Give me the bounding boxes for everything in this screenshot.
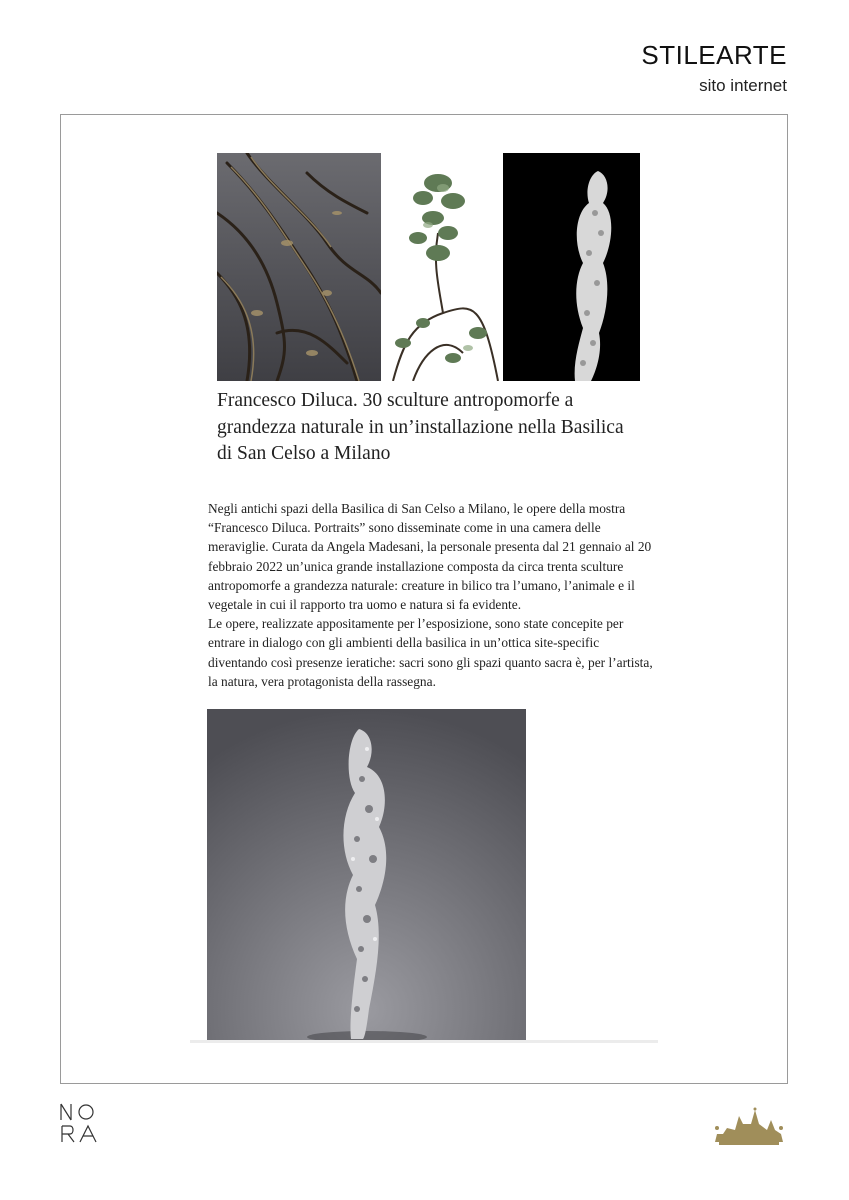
- header-title: STILEARTE: [641, 40, 787, 70]
- article-body: Negli antichi spazi della Basilica di San Celso a Milano, le opere della mostra “Francesco Diluca. Portraits” sono disseminate come in una camera delle meraviglie. Curata da Angela Madesani, la personale presenta dal 21 gennaio al 20 febbraio 2022 un’unica grande installazione composta da circa trenta sculture antropomorfe a grandezza naturale: creature in bilico tra l’umano, l’animale e il vegetale in cui il rapporto tra uomo e natura si fa evidente. Le opere, realizzate appositamente per l’esposizione, sono state concepite per entrare in dialogo con gli ambienti della basilica in un’ottica site-specific diventando così presenze ieratiche: sacri sono gli spazi quanto sacra è, per l’artista, la natura, vera protagonista della rassegna.: [208, 501, 653, 689]
- sculpture-photo-leaf-bust: [383, 153, 503, 381]
- image-bottom-rule: [190, 1040, 658, 1043]
- nora-logo: [58, 1100, 102, 1144]
- sculpture-photo-branches: [217, 153, 381, 381]
- sculpture-photo-silver-figure: [207, 709, 526, 1043]
- crown-logo: [713, 1106, 785, 1146]
- header-subtitle: sito internet: [699, 76, 787, 95]
- sculpture-photo-white-figure-dark: [503, 153, 640, 381]
- article-headline: Francesco Diluca. 30 sculture antropomorfe a grandezza naturale in un’installazione nella Basilica di San Celso a Milano: [217, 390, 624, 464]
